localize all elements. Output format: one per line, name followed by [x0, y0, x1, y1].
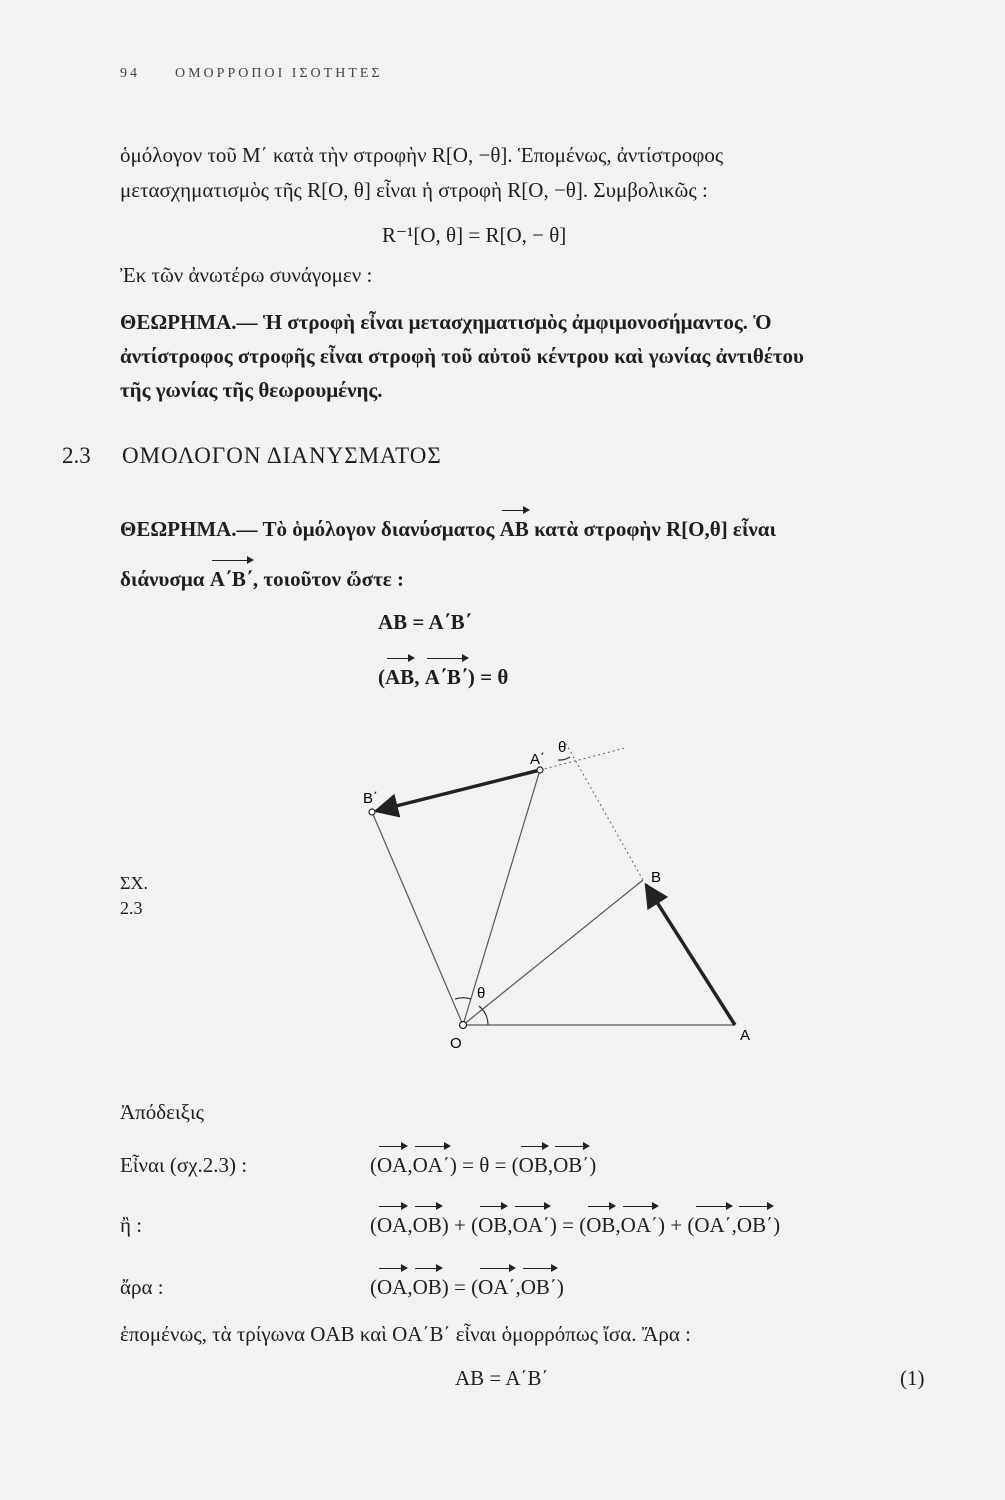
intro-line-1: ὁμόλογον τοῦ M΄ κατὰ τὴν στροφὴν R[O, −θ]. Ἑπομένως, ἀντίστροφος — [120, 143, 724, 167]
t: ( — [370, 1153, 377, 1177]
t: , — [547, 1153, 554, 1177]
vector-ob1: OB΄ — [553, 1153, 590, 1177]
t: , — [407, 1213, 413, 1237]
section-title: ΟΜΟΛΟΓΟΝ ΔΙΑΝΥΣΜΑΤΟΣ — [122, 443, 442, 468]
theorem-2-text-2-pre: διάνυσμα — [120, 567, 205, 591]
t: ( — [370, 1213, 377, 1237]
proof-row-1 — [370, 1153, 596, 1178]
equation-number: (1) — [900, 1366, 925, 1390]
inverse-rotation-formula: R⁻¹[O, θ] = R[O, − θ] — [382, 223, 567, 247]
vector-oa: OA — [377, 1213, 408, 1237]
theorem-2-label: ΘΕΩΡΗΜΑ.— — [120, 517, 258, 541]
theorem-1-text-1: Ἡ στροφὴ εἶναι μετασχηματισμὸς ἀμφιμονοσήμαντος. Ὁ — [262, 310, 772, 334]
vector-oa1: OA΄ — [620, 1213, 658, 1237]
vector-oa: OA — [377, 1153, 408, 1177]
segment-oa1 — [463, 770, 540, 1025]
figure-caption-line-1: ΣΧ. — [120, 873, 148, 893]
point-b1 — [369, 809, 375, 815]
label-a1: A΄ — [530, 751, 545, 768]
angle-arc-a1ob1 — [455, 998, 471, 999]
t: ) = ( — [441, 1275, 479, 1299]
t: , — [407, 1153, 413, 1177]
vector-oa1: OA΄ — [478, 1275, 516, 1299]
label-theta-top: θ — [558, 739, 567, 756]
vector-ob: OB — [478, 1213, 508, 1237]
vector-oa1: OA΄ — [694, 1213, 732, 1237]
t: , — [731, 1213, 737, 1237]
t: , — [615, 1213, 621, 1237]
theorem-1-line-3: τῆς γωνίας τῆς θεωρουμένης. — [120, 378, 383, 402]
vector-oa: OA — [377, 1275, 408, 1299]
theorem-1-label: ΘΕΩΡΗΜΑ.— — [120, 310, 258, 334]
segment-ob — [463, 880, 643, 1025]
page-number: 94 — [120, 66, 140, 81]
section-number: 2.3 — [62, 443, 91, 468]
vector-a1b1-arrow — [376, 770, 540, 811]
extension-b1a1 — [540, 748, 625, 770]
proof-title: Ἀπόδειξις — [120, 1100, 204, 1124]
t: ( — [370, 1275, 377, 1299]
proof-row-3 — [370, 1275, 564, 1300]
vector-ob: OB — [518, 1153, 548, 1177]
theorem-2-text-post: κατὰ στροφὴν R[O,θ] εἶναι — [534, 517, 777, 541]
vector-ab-arrow — [646, 885, 735, 1025]
theorem-1-line-2: ἀντίστροφος στροφῆς εἶναι στροφὴ τοῦ αὐτοῦ κέντρου καὶ γωνίας ἀντιθέτου — [120, 344, 804, 368]
vector-ab-2: AB — [385, 665, 415, 689]
vector-ob: OB — [586, 1213, 616, 1237]
t: ) = θ = ( — [449, 1153, 519, 1177]
extension-ab — [565, 742, 643, 880]
vector-ob: OB — [412, 1275, 442, 1299]
final-equation: AB = A΄B΄ — [455, 1366, 549, 1390]
vector-ob1: OB΄ — [520, 1275, 557, 1299]
proof-row-2-label: ἢ : — [120, 1213, 143, 1237]
label-o: O — [450, 1035, 462, 1052]
t: , — [407, 1275, 413, 1299]
vector-a1b1-2: A΄B΄ — [424, 665, 468, 689]
t: ) + ( — [441, 1213, 479, 1237]
label-b1: B΄ — [363, 790, 378, 807]
equation-length-equal: AB = A΄B΄ — [378, 610, 472, 634]
t: ) — [773, 1213, 781, 1237]
comma: , — [414, 665, 425, 689]
vector-a1b1: A΄B΄ — [209, 567, 253, 591]
angle-arc-top — [558, 757, 570, 760]
running-title: ΟΜΟΡΡΟΠΟΙ ΙΣΟΤΗΤΕΣ — [175, 66, 383, 81]
t: ) — [556, 1275, 564, 1299]
vector-oa1: OA΄ — [512, 1213, 550, 1237]
label-a: A — [740, 1027, 751, 1044]
segment-ob1 — [372, 812, 463, 1025]
point-o — [460, 1022, 467, 1029]
vector-oa1: OA΄ — [412, 1153, 450, 1177]
t: , — [515, 1275, 521, 1299]
vector-ab: AB — [499, 517, 529, 541]
vector-ob1: OB΄ — [736, 1213, 774, 1237]
t: , — [507, 1213, 513, 1237]
label-theta-center: θ — [477, 985, 486, 1002]
proof-row-1-label: Εἶναι (σχ.2.3) : — [120, 1153, 248, 1177]
paren-close: ) = θ — [467, 665, 509, 689]
theorem-2-text-2-post: , τοιοῦτον ὥστε : — [252, 567, 404, 591]
intro-conclusion: Ἐκ τῶν ἀνωτέρω συνάγομεν : — [120, 263, 373, 287]
intro-line-2: μετασχηματισμὸς τῆς R[O, θ] εἶναι ἡ στροφὴ R[O, −θ]. Συμβολικῶς : — [120, 178, 708, 202]
t: ) — [589, 1153, 597, 1177]
theorem-2-text-pre: Τὸ ὁμόλογον διανύσματος — [262, 517, 495, 541]
t: ) = ( — [549, 1213, 587, 1237]
proof-row-3-label: ἄρα : — [120, 1275, 164, 1299]
proof-conclusion: ἑπομένως, τὰ τρίγωνα OAB καὶ OA΄B΄ εἶναι ὁμορρόπως ἴσα. Ἄρα : — [120, 1322, 691, 1346]
proof-row-2 — [370, 1213, 780, 1238]
label-b: B — [651, 869, 662, 886]
figure-caption-line-2: 2.3 — [120, 898, 143, 918]
vector-ob: OB — [412, 1213, 442, 1237]
t: ) + ( — [658, 1213, 695, 1237]
paren: ( — [378, 665, 385, 689]
